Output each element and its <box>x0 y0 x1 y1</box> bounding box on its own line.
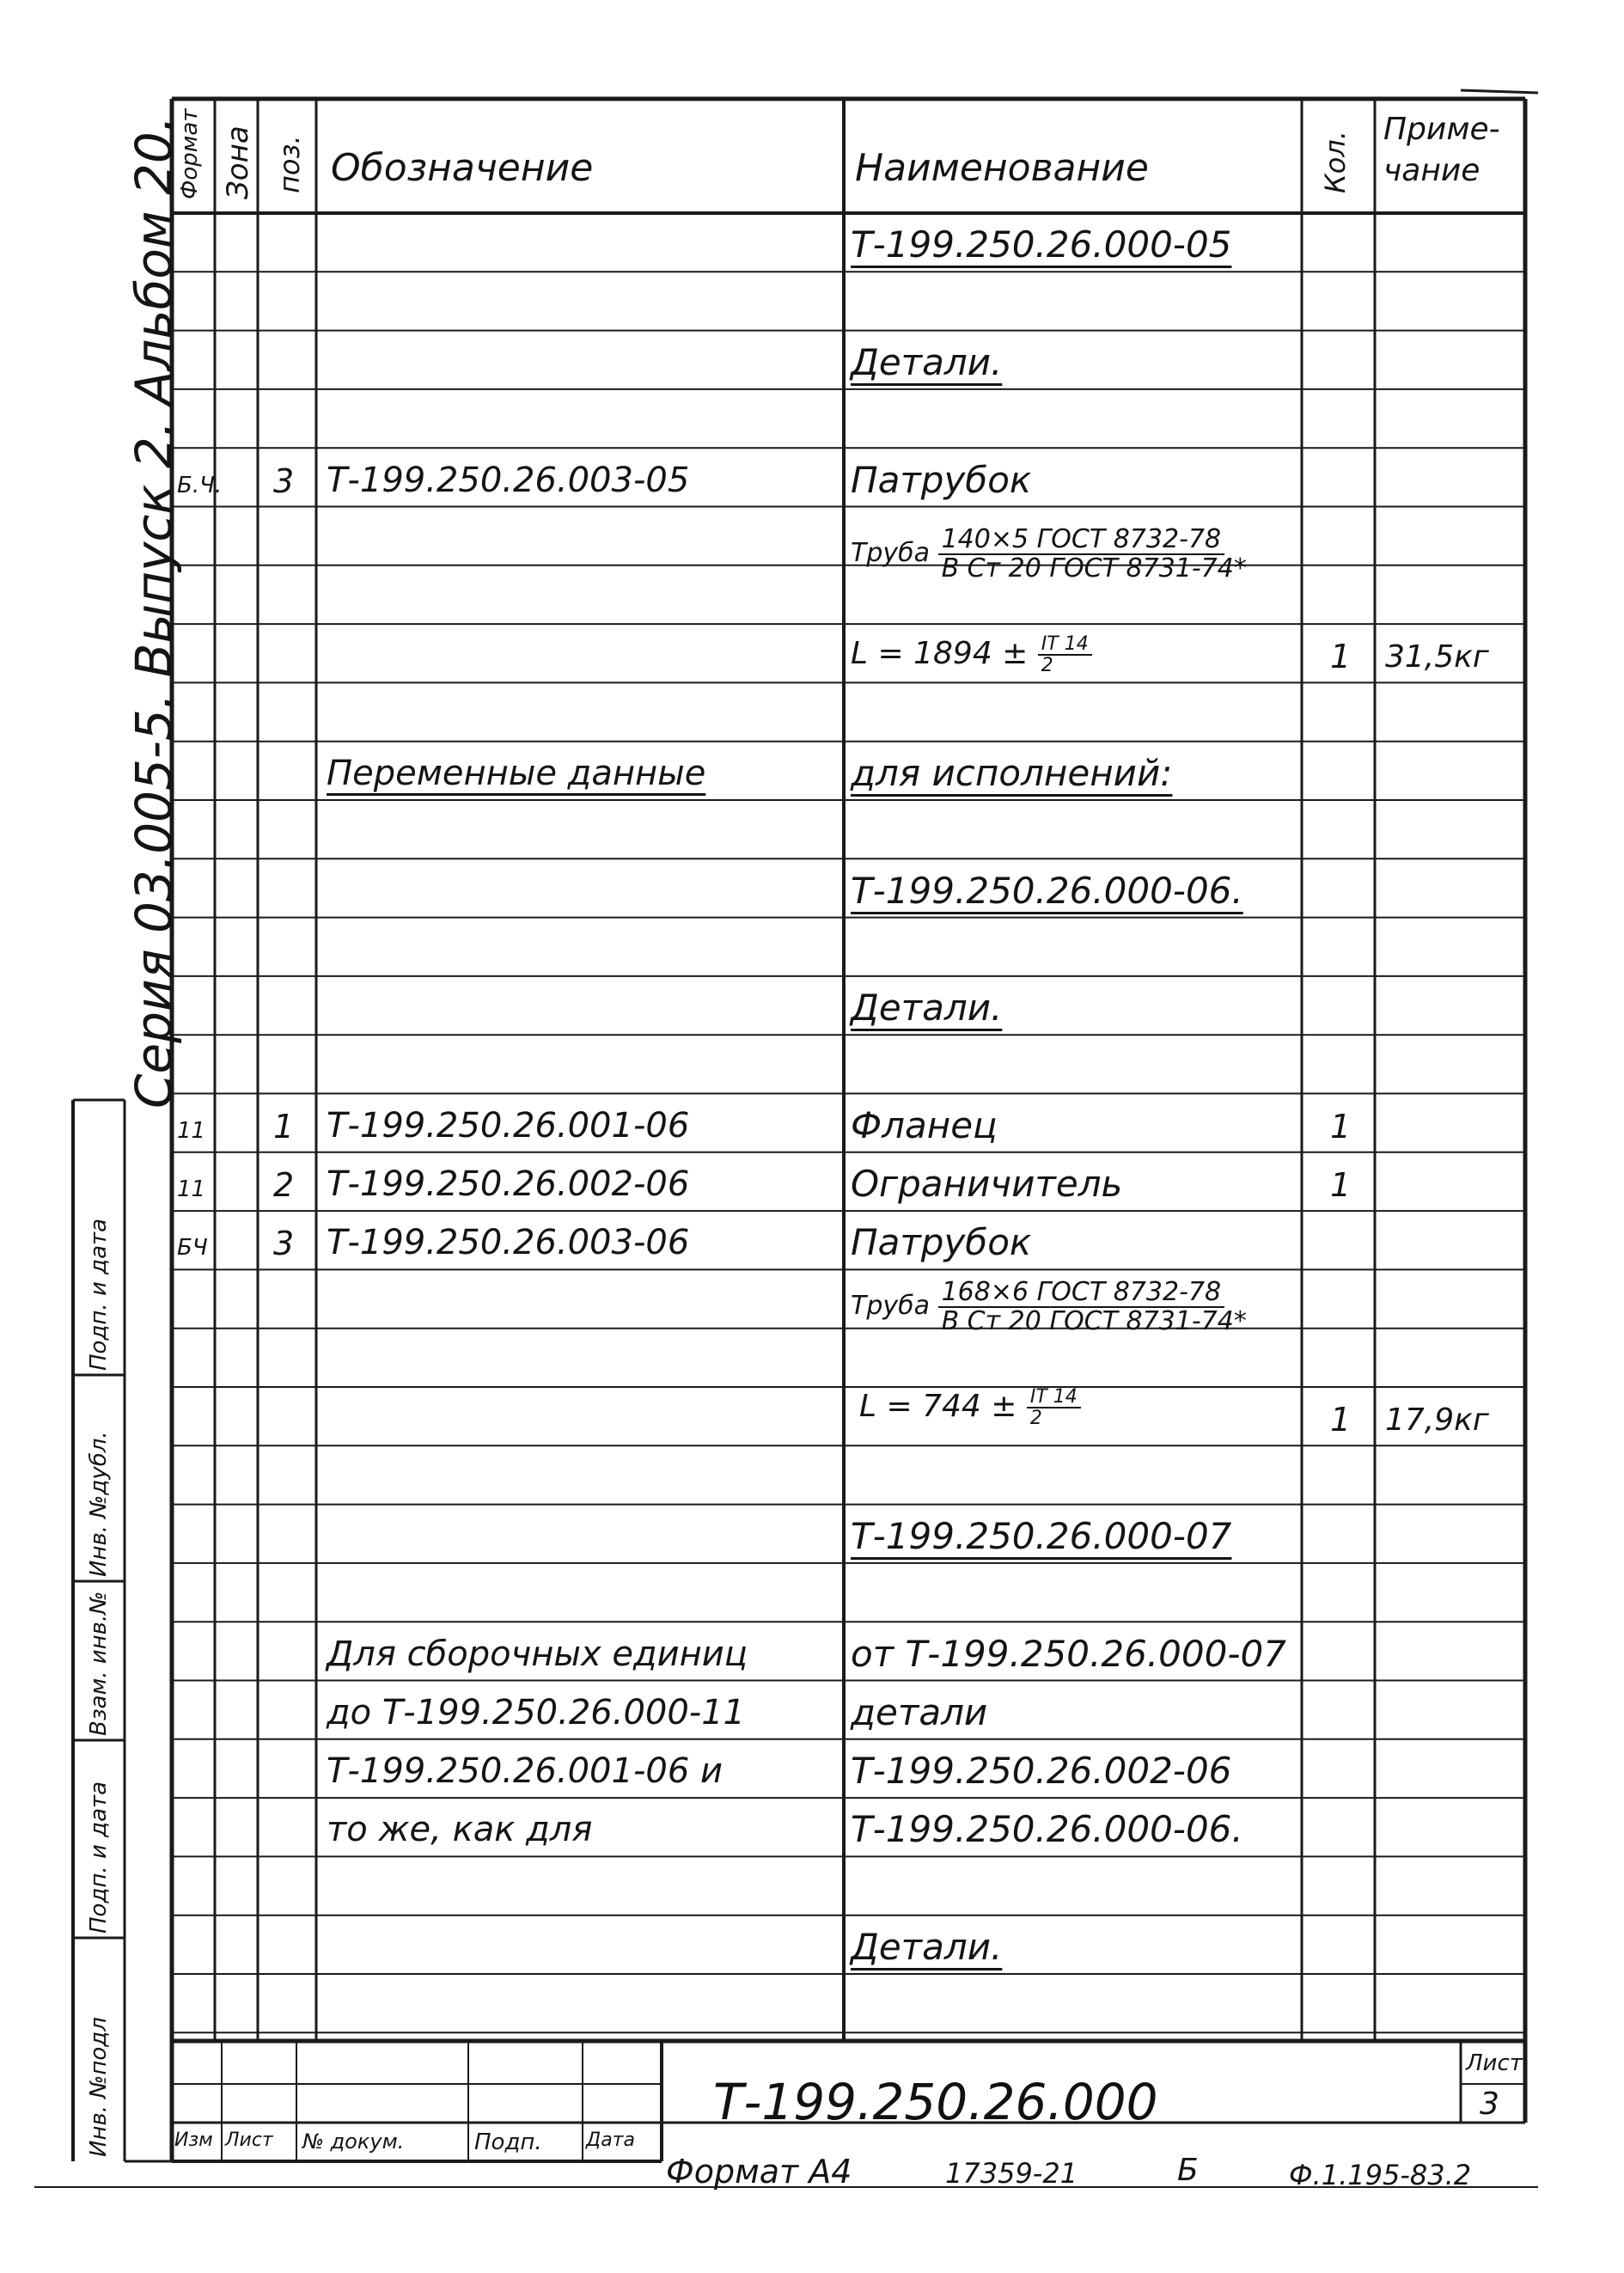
footer-format: Формат А4 <box>666 2153 852 2191</box>
row-qty: 1 <box>1330 1107 1352 1146</box>
row-note: 31,5кг <box>1385 639 1489 675</box>
row-name: детали <box>851 1690 988 1733</box>
pipe2-tol-den: 2 <box>1029 1408 1042 1430</box>
side-field-vzam-inv: Взам. инв.№ <box>86 1591 112 1736</box>
pipe2-tol-num: IT 14 <box>1027 1387 1081 1408</box>
pipe2-length <box>859 1387 1081 1428</box>
pipe1-spec <box>851 526 1250 582</box>
row-designation: до Т-199.250.26.000-11 <box>327 1692 746 1732</box>
pipe1-tol-den: 2 <box>1041 655 1053 677</box>
tb-label-podp: Подп. <box>474 2129 542 2155</box>
row-pos: 3 <box>273 1225 295 1263</box>
header-designation: Обозначение <box>331 146 594 190</box>
row-designation: Т-199.250.26.002-06 <box>327 1164 690 1205</box>
row-name: от Т-199.250.26.000-07 <box>851 1632 1286 1675</box>
header-note-line2: чание <box>1383 153 1481 188</box>
pipe2-num: 168×6 ГОСТ 8732-78 <box>938 1279 1225 1308</box>
side-field-inv-podl: Инв. №подл <box>86 2017 112 2157</box>
pipe1-length-text: L = 1894 ± <box>851 636 1029 672</box>
tb-label-doc: № докум. <box>302 2129 405 2154</box>
pipe1-tol-num: IT 14 <box>1038 634 1092 656</box>
tb-sheet-label: Лист <box>1466 2050 1523 2076</box>
pipe2-spec <box>851 1279 1250 1335</box>
row-pos: 1 <box>273 1107 295 1146</box>
header-note-line1: Приме- <box>1383 112 1500 147</box>
header-qty: Кол. <box>1319 131 1352 193</box>
tb-label-data: Дата <box>586 2129 635 2151</box>
row-name: Т-199.250.26.002-06 <box>851 1750 1232 1793</box>
row-designation: Т-199.250.26.003-06 <box>327 1223 690 1263</box>
row-qty: 1 <box>1330 1401 1352 1439</box>
pipe2-length-text: L = 744 ± <box>859 1389 1017 1425</box>
side-field-inv-dubl: Инв. №дубл. <box>86 1431 112 1577</box>
pipe1-tolerance <box>1038 634 1092 675</box>
header-format: Формат <box>177 108 203 199</box>
row-name: Т-199.250.26.000-07 <box>851 1514 1232 1557</box>
row-format: БЧ <box>177 1235 208 1262</box>
row-designation: Переменные данные <box>327 754 706 793</box>
side-field-podp-data-1: Подп. и дата <box>86 1781 112 1934</box>
row-name: Т-199.250.26.000-05 <box>851 223 1232 266</box>
tb-designation: Т-199.250.26.000 <box>713 2073 1158 2131</box>
footer-letter: Б <box>1177 2153 1199 2188</box>
pipe2-fraction <box>938 1279 1250 1335</box>
row-designation: то же, как для <box>327 1810 593 1850</box>
row-qty: 1 <box>1330 638 1352 676</box>
pipe2-den: В Ст 20 ГОСТ 8731-74* <box>941 1305 1247 1336</box>
pipe1-den: В Ст 20 ГОСТ 8731-74* <box>941 553 1247 584</box>
row-name: для исполнений: <box>851 752 1173 794</box>
tb-label-list: Лист <box>225 2129 273 2151</box>
tb-sheet-number: 3 <box>1480 2087 1499 2122</box>
row-name: Т-199.250.26.000-06. <box>851 1808 1243 1851</box>
row-qty: 1 <box>1330 1166 1352 1205</box>
side-field-podp-data-2: Подп. и дата <box>86 1218 112 1371</box>
header-name: Наименование <box>855 146 1149 190</box>
row-format: 11 <box>177 1117 206 1144</box>
row-name: Т-199.250.26.000-06. <box>851 869 1243 912</box>
row-designation: Т-199.250.26.001-06 <box>327 1105 690 1146</box>
pipe2-tolerance <box>1027 1387 1081 1428</box>
footer-code: 17359-21 <box>945 2157 1078 2190</box>
row-format: Б.Ч. <box>177 472 223 498</box>
header-pos: поз. <box>273 135 306 193</box>
header-zone: Зона <box>221 125 255 199</box>
row-note: 17,9кг <box>1385 1402 1489 1439</box>
pipe1-fraction <box>938 526 1250 582</box>
series-label: Серия 03.005-5. Выпуск 2. Альбом 20. <box>125 115 183 1109</box>
row-name: Ограничитель <box>851 1163 1123 1206</box>
row-name: Детали. <box>851 340 1003 383</box>
row-pos: 3 <box>273 461 295 500</box>
footer-form: Ф.1.195-83.2 <box>1289 2159 1472 2191</box>
row-name: Фланец <box>851 1103 998 1146</box>
row-designation: Для сборочных единиц <box>327 1634 748 1674</box>
pipe1-length <box>851 634 1092 675</box>
pipe1-prefix: Труба <box>851 538 931 568</box>
tb-label-izm: Изм <box>174 2129 213 2151</box>
pipe1-num: 140×5 ГОСТ 8732-78 <box>938 526 1225 555</box>
row-name: Детали. <box>851 1926 1003 1968</box>
row-name: Детали. <box>851 987 1003 1030</box>
row-format: 11 <box>177 1176 206 1203</box>
row-pos: 2 <box>273 1166 295 1205</box>
row-name: Патрубок <box>851 1221 1032 1264</box>
pipe2-prefix: Труба <box>851 1291 931 1321</box>
row-designation: Т-199.250.26.003-05 <box>327 460 690 500</box>
row-name: Патрубок <box>851 458 1032 501</box>
row-designation: Т-199.250.26.001-06 и <box>327 1751 723 1792</box>
